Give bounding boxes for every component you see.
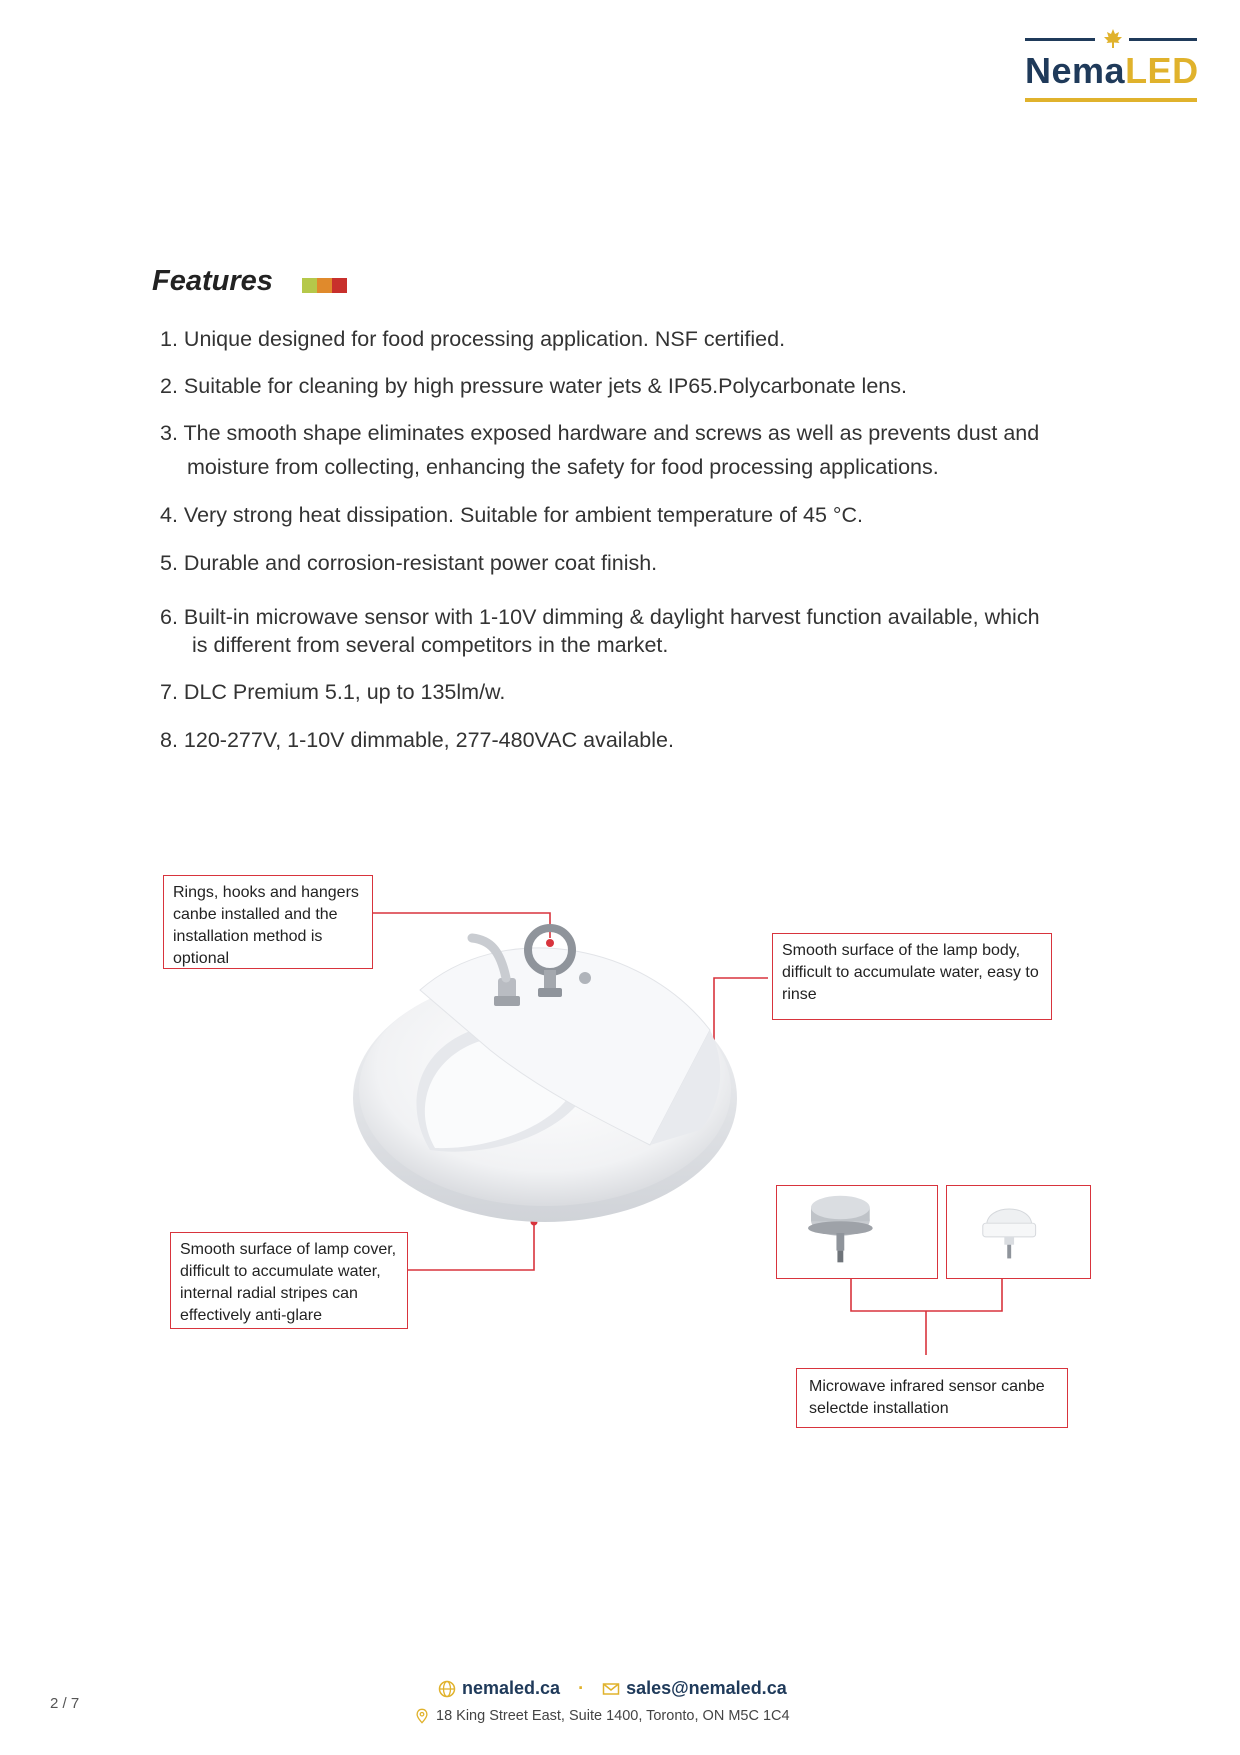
feature-text: Very strong heat dissipation. Suitable for ambient temperature of 45 °C. xyxy=(183,503,863,527)
swatch-red xyxy=(332,278,347,293)
feature-text: 120-277V, 1-10V dimmable, 277-480VAC available. xyxy=(183,728,674,752)
logo-underline xyxy=(1025,98,1197,102)
callout-sensor: Microwave infrared sensor canbe selectde installation xyxy=(796,1368,1068,1428)
location-pin-icon xyxy=(414,1708,430,1724)
feature-number: 4. xyxy=(160,503,178,527)
feature-text: DLC Premium 5.1, up to 135lm/w. xyxy=(183,680,506,704)
feature-item-6-cont xyxy=(160,628,668,662)
high-bay-lamp-illustration xyxy=(340,900,740,1240)
mail-icon xyxy=(602,1680,620,1698)
feature-item-1 xyxy=(160,322,785,356)
website-link[interactable]: nemaled.ca xyxy=(462,1678,561,1698)
feature-text: moisture from collecting, enhancing the safety for food processing applications. xyxy=(187,455,939,479)
maple-leaf-icon xyxy=(1102,28,1124,50)
features-heading: Features xyxy=(152,265,273,297)
infrared-sensor-icon xyxy=(947,1186,1090,1278)
feature-number: 3. xyxy=(160,421,178,445)
page-indicator: 2 / 7 xyxy=(50,1695,80,1712)
callout-lamp-cover: Smooth surface of lamp cover, difficult to accumulate water, internal radial stripes can effectively anti-glare xyxy=(170,1232,408,1329)
feature-item-4 xyxy=(160,498,863,532)
microwave-sensor-image xyxy=(776,1185,938,1279)
nemaled-logo xyxy=(1025,28,1197,106)
feature-number: 2. xyxy=(160,374,178,398)
feature-number: 7. xyxy=(160,680,178,704)
feature-text: Durable and corrosion-resistant power coat finish. xyxy=(183,551,658,575)
microwave-sensor-icon xyxy=(777,1186,937,1278)
feature-number: 1. xyxy=(160,327,178,351)
feature-item-2 xyxy=(160,369,907,403)
swatch-green xyxy=(302,278,317,293)
infrared-sensor-image xyxy=(946,1185,1091,1279)
logo-text-led: LED xyxy=(1125,50,1199,91)
feature-item-5 xyxy=(160,546,657,580)
heading-color-swatches xyxy=(302,278,347,293)
feature-number: 5. xyxy=(160,551,178,575)
feature-text: Unique designed for food processing application. NSF certified. xyxy=(183,327,786,351)
email-link[interactable]: sales@nemaled.ca xyxy=(626,1678,787,1698)
logo-wordmark xyxy=(1025,50,1199,92)
callout-lamp-body: Smooth surface of the lamp body, difficult to accumulate water, easy to rinse xyxy=(772,933,1052,1020)
feature-number: 6. xyxy=(160,605,178,629)
feature-item-8 xyxy=(160,723,674,757)
footer-contact-row xyxy=(438,1678,787,1699)
feature-text: The smooth shape eliminates exposed hardware and screws as well as prevents dust and xyxy=(183,421,1040,445)
feature-item-3 xyxy=(160,416,1039,450)
feature-item-7 xyxy=(160,675,505,709)
footer-address-row xyxy=(414,1708,790,1724)
logo-line-right xyxy=(1129,38,1197,41)
logo-line-left xyxy=(1025,38,1095,41)
feature-text: Suitable for cleaning by high pressure water jets & IP65.Polycarbonate lens. xyxy=(183,374,907,398)
feature-text: Built-in microwave sensor with 1-10V dimming & daylight harvest function available, which xyxy=(183,605,1040,629)
callout-rings-hooks: Rings, hooks and hangers canbe installed and the installation method is optional xyxy=(163,875,373,969)
footer-separator: · xyxy=(578,1678,585,1698)
feature-number: 8. xyxy=(160,728,178,752)
footer-address: 18 King Street East, Suite 1400, Toronto, ON M5C 1C4 xyxy=(436,1708,790,1724)
feature-text: is different from several competitors in the market. xyxy=(192,633,669,657)
swatch-orange xyxy=(317,278,332,293)
globe-icon xyxy=(438,1680,456,1698)
feature-item-3-cont xyxy=(160,450,939,484)
logo-text-nema: Nema xyxy=(1025,50,1126,91)
